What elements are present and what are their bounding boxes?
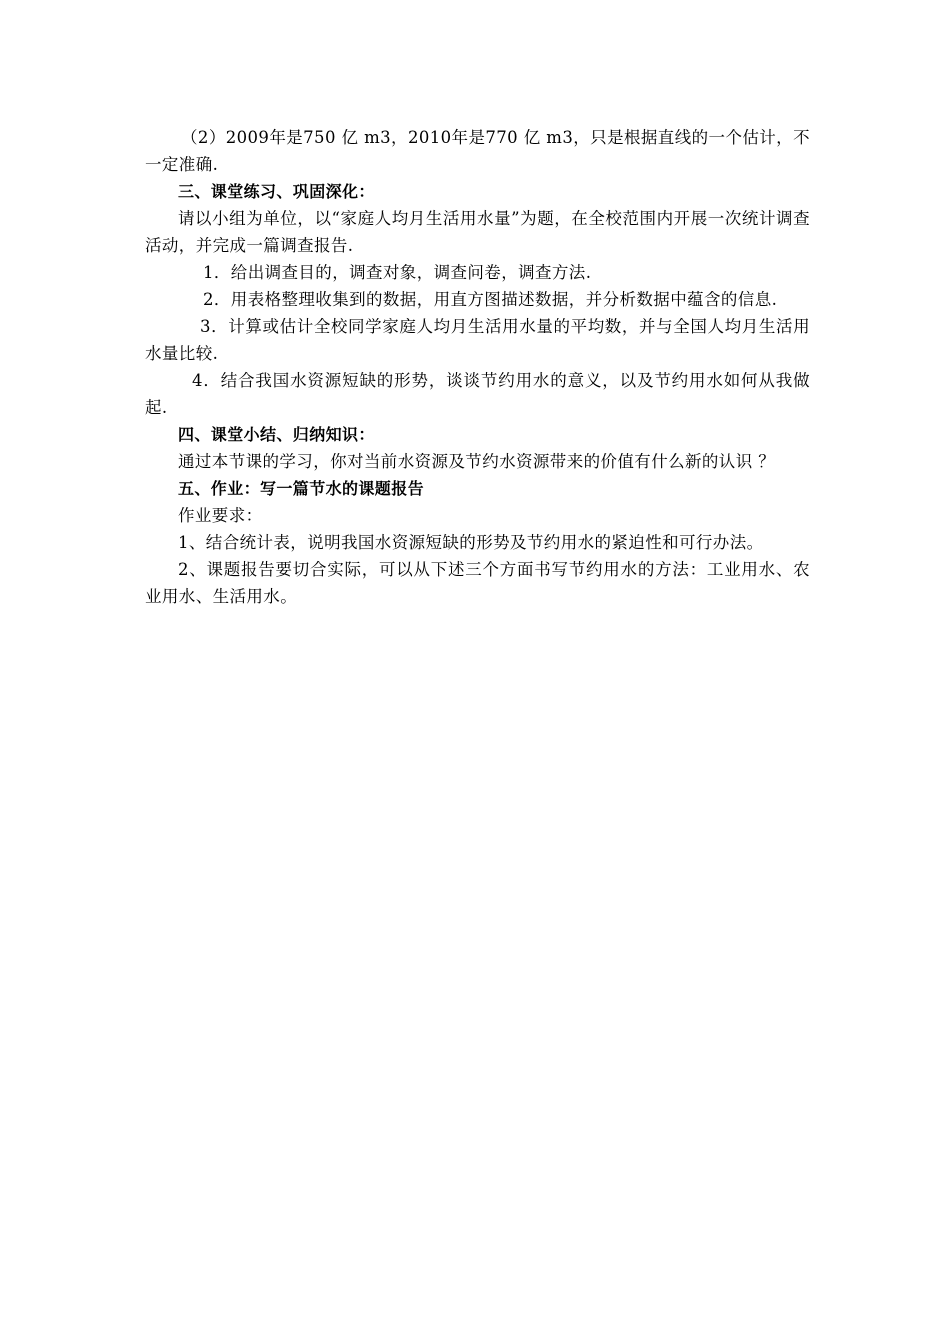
document-body — [145, 124, 810, 610]
summary-paragraph: 通过本节课的学习，你对当前水资源及节约水资源带来的价值有什么新的认识 ？ — [178, 452, 776, 471]
answer-paragraph: （2）2009年是750 亿 m3，2010年是770 亿 m3，只是根据直线的一个估计，不一定准确. — [145, 128, 810, 174]
practice-item-2: 2．用表格整理收集到的数据，用直方图描述数据，并分析数据中蕴含的信息. — [203, 290, 778, 309]
section-heading-summary: 四、课堂小结、归纳知识： — [178, 425, 375, 444]
homework-requirements-label: 作业要求： — [178, 506, 263, 525]
homework-item-2: 2、课题报告要切合实际，可以从下述三个方面书写节约用水的方法：工业用水、农业用水、生活用水。 — [145, 560, 810, 606]
homework-item-1: 1、结合统计表，说明我国水资源短缺的形势及节约用水的紧迫性和可行办法。 — [178, 533, 764, 552]
section-heading-practice: 三、课堂练习、巩固深化： — [178, 182, 375, 201]
practice-item-3: 3．计算或估计全校同学家庭人均月生活用水量的平均数，并与全国人均月生活用水量比较. — [145, 317, 810, 363]
practice-item-4: 4．结合我国水资源短缺的形势，谈谈节约用水的意义，以及节约用水如何从我做起. — [145, 371, 810, 417]
section-heading-homework: 五、作业：写一篇节水的课题报告 — [178, 479, 425, 498]
practice-item-1: 1．给出调查目的，调查对象，调查问卷，调查方法. — [203, 263, 592, 282]
practice-intro-paragraph: 请以小组为单位，以“家庭人均月生活用水量”为题，在全校范围内开展一次统计调查活动，并完成一篇调查报告. — [145, 209, 810, 255]
